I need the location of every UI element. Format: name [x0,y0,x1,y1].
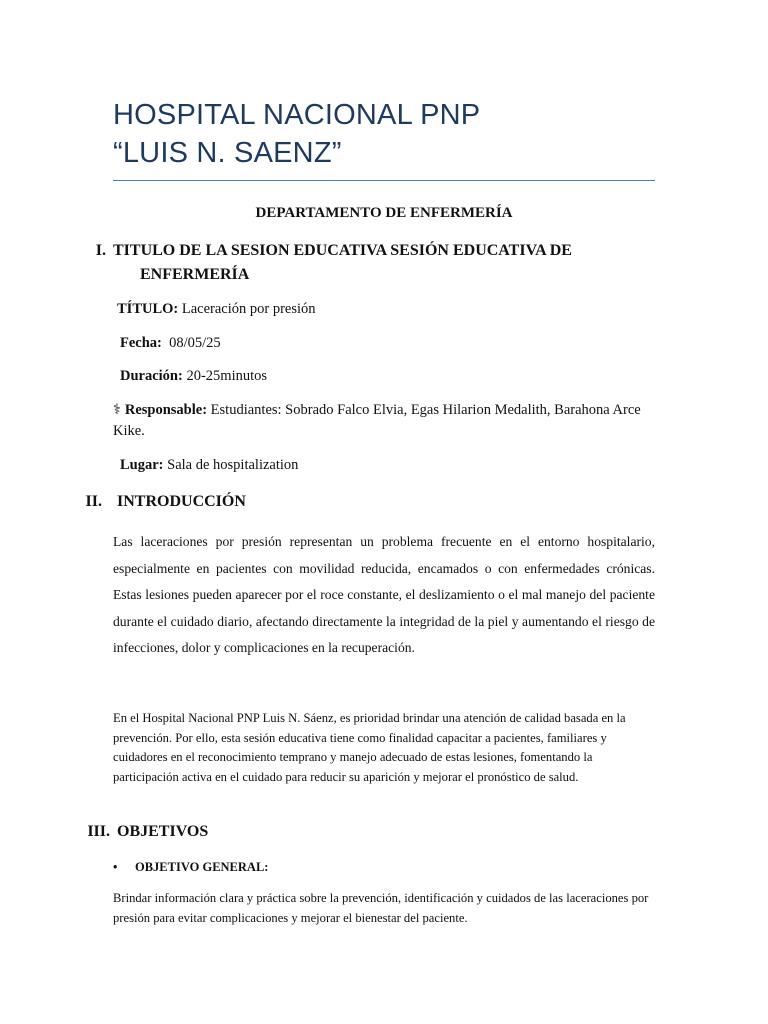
intro-paragraph-1: Las laceraciones por presión representan un problema frecuente en el entorno hospitalario, especialmente en pacientes con movilidad reducida, encamados o con enfermedades crónicas. Estas lesiones pueden aparecer por el roce constante, el deslizamiento o el mal manejo del paciente durante el cuidado diario, afectando directamente la integridad de la piel y aumentando el riesgo de infecciones, dolor y complicaciones en la recuperación. [113,534,655,656]
title-divider [113,180,655,181]
field-lugar-label: Lugar: [120,457,164,473]
field-titulo-label: TÍTULO: [117,301,179,317]
objective-general-bullet [113,857,268,877]
objective-general-label: OBJETIVO GENERAL: [135,860,269,874]
hospital-title-line1: HOSPITAL NACIONAL PNP [113,99,481,131]
objective-general-text: Brindar información clara y práctica sobre la prevención, identificación y cuidados de las laceraciones por presión para evitar complicaciones y mejorar el bienestar del paciente. [113,891,649,925]
field-lugar [120,455,298,476]
field-responsable-label: Responsable: [124,402,208,418]
section2-heading-text: INTRODUCCIÓN [117,493,246,510]
field-fecha-label: Fecha: [120,335,162,351]
field-duracion-label: Duración: [120,368,183,384]
department-heading: DEPARTAMENTO DE ENFERMERÍA [255,205,513,221]
field-responsable-value: Estudiantes: Sobrado Falco Elvia, Egas Hilarion Medalith, Barahona Arce Kike. [113,402,641,439]
section1-number: I. [95,242,106,259]
field-fecha [120,333,221,354]
section1-heading-line1: TITULO DE LA SESION EDUCATIVA SESIÓN EDUCATIVA DE [113,242,572,259]
medical-icon: ⚕ [113,402,121,418]
hospital-title [113,96,655,172]
field-responsable [113,400,658,442]
section1-heading-line2: ENFERMERÍA [140,266,250,283]
field-lugar-value: Sala de hospitalization [163,457,299,473]
field-titulo-value: Laceración por presión [178,301,316,317]
field-titulo [113,299,316,320]
section3-heading [113,820,208,844]
section2-number: II. [85,493,102,510]
field-duracion [120,366,267,387]
bullet-icon: • [113,860,118,874]
section3-number: III. [87,823,110,840]
field-fecha-value: 08/05/25 [161,335,221,351]
section2-heading [113,490,246,514]
hospital-title-line2: “LUIS N. SAENZ” [113,137,342,169]
section3-heading-text: OBJETIVOS [117,823,209,840]
field-duracion-value: 20-25minutos [182,368,268,384]
intro-paragraph-2: En el Hospital Nacional PNP Luis N. Sáenz, es prioridad brindar una atención de calidad basada en la prevención. Por ello, esta sesión educativa tiene como finalidad capacitar a pacientes, familiares y cuidadores en el reconocimiento temprano y manejo adecuado de estas lesiones, fomentando la participación activa en el cuidado para reducir su aparición y mejorar el pronóstico de salud. [113,711,626,784]
